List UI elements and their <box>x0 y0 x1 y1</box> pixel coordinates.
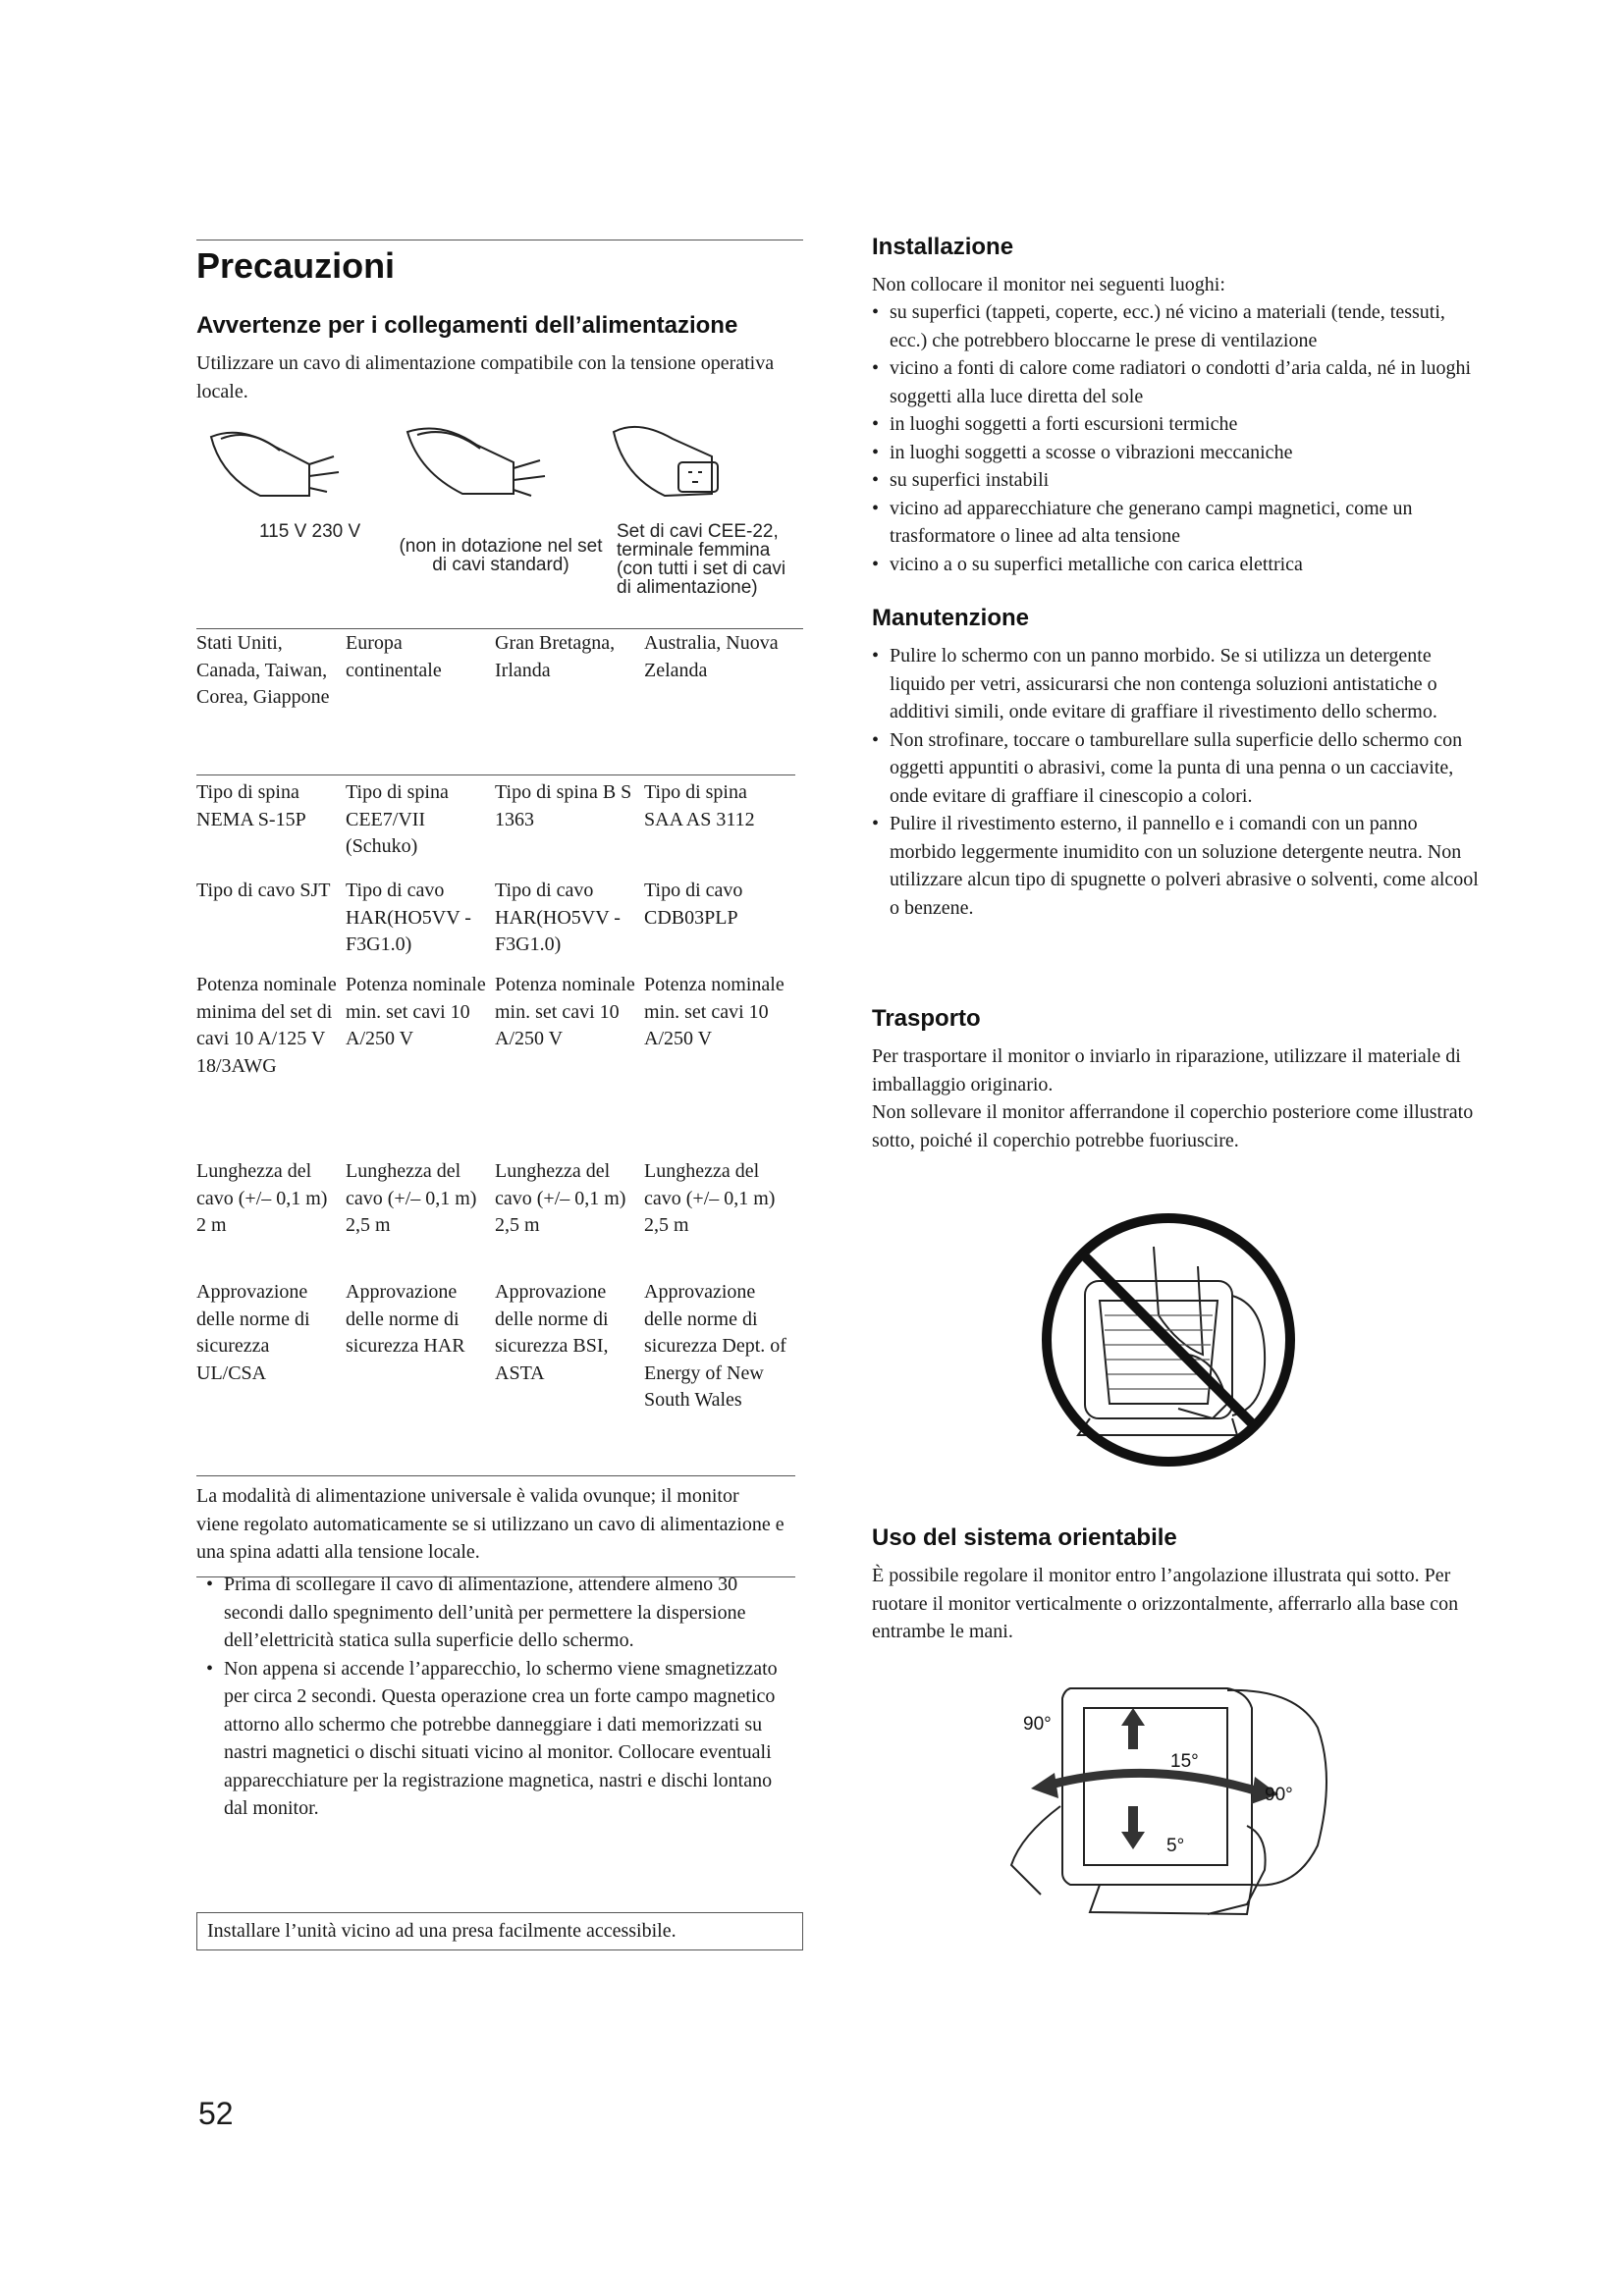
transport-heading: Trasporto <box>872 1005 981 1032</box>
list-item: • Non appena si accende l’apparecchio, lo schermo viene smagnetizzato per circa 2 secondi. Questa operazione crea un forte campo magnetico attorno allo schermo che potrebbe danneggiare i dati memorizzati su nastri magnetici o dischi situati vicino al monitor. Collocare eventuali apparecchiature per la registrazione magnetica, nastri e dischi lontano dal monitor. <box>206 1655 795 1823</box>
list-item: • su superfici (tappeti, coperte, ecc.) né vicino a materiali (tende, tessuti, ecc.) che potrebbero bloccarne le prese di ventilazione <box>872 298 1481 354</box>
boxed-note: Installare l’unità vicino ad una presa facilmente accessibile. <box>196 1912 803 1950</box>
list-item: • in luoghi soggetti a forti escursioni termiche <box>872 410 1481 439</box>
list-item: • Prima di scollegare il cavo di alimentazione, attendere almeno 30 secondi dallo spegnimento dell’unità per permettere la dispersione dell’elettricità statica sulla superficie dello schermo. <box>206 1571 795 1655</box>
table-cell: Tipo di spina SAA AS 3112 <box>644 781 755 830</box>
table-cell: Lunghezza del cavo (+/– 0,1 m) 2 m <box>196 1160 328 1236</box>
maintenance-heading: Manutenzione <box>872 605 1029 631</box>
swivel-illustration <box>1001 1669 1365 1934</box>
table-cell: Australia, Nuova Zelanda <box>644 632 779 681</box>
eu-plug-icon <box>407 429 514 494</box>
table-row <box>196 775 795 874</box>
table-cell: Tipo di spina NEMA S-15P <box>196 781 306 830</box>
list-item: • in luoghi soggetti a scosse o vibrazioni meccaniche <box>872 439 1481 467</box>
power-bullets <box>206 1571 795 1823</box>
install-intro: Non collocare il monitor nei seguenti luoghi: <box>872 274 1225 295</box>
power-intro: Utilizzare un cavo di alimentazione compatibile con la tensione operativa locale. <box>196 352 775 402</box>
table-cell: Tipo di spina CEE7/VII (Schuko) <box>346 781 449 857</box>
table-cell: Lunghezza del cavo (+/– 0,1 m) 2,5 m <box>644 1160 776 1236</box>
table-cell: Stati Uniti, Canada, Taiwan, Corea, Giappone <box>196 632 330 708</box>
table-cell: Gran Bretagna, Irlanda <box>495 632 616 681</box>
plug-illustrations <box>201 417 790 525</box>
us-plug-icon <box>211 433 309 496</box>
table-cell: Tipo di cavo HAR(HO5VV -F3G1.0) <box>346 880 471 955</box>
swivel-arc-arrow-icon <box>1051 1773 1255 1790</box>
page-number: 52 <box>198 2096 234 2131</box>
table-cell: Tipo di cavo CDB03PLP <box>644 880 743 929</box>
plug-caption-cee22: Set di cavi CEE-22, terminale femmina (con tutti i set di cavi di alimentazione) <box>617 521 786 598</box>
table-note-row <box>196 1476 795 1577</box>
plug-caption-standard: (non in dotazione nel set di cavi standard) <box>399 536 603 575</box>
table-cell: Approvazione delle norme di sicurezza HAR <box>346 1281 465 1357</box>
list-item: • vicino a o su superfici metalliche con carica elettrica <box>872 551 1481 579</box>
swivel-text: È possibile regolare il monitor entro l’angolazione illustrata qui sotto. Per ruotare il monitor verticalmente o orizzontalmente, afferrarlo alla base con entrambe le mani. <box>872 1565 1459 1642</box>
table-cell: Europa continentale <box>346 632 442 681</box>
list-item: • su superfici instabili <box>872 466 1481 495</box>
angle-down-label: 5° <box>1166 1836 1185 1856</box>
transport-text-2: Non sollevare il monitor afferrandone il coperchio posteriore come illustrato sotto, poiché il coperchio potrebbe fuoriuscire. <box>872 1101 1474 1151</box>
angle-up-label: 15° <box>1170 1751 1199 1772</box>
table-cell: Lunghezza del cavo (+/– 0,1 m) 2,5 m <box>346 1160 477 1236</box>
page-title: Precauzioni <box>196 245 396 286</box>
install-list <box>872 298 1481 578</box>
table-row <box>196 1154 795 1275</box>
table-cell: Tipo di spina B S 1363 <box>495 781 632 830</box>
table-row <box>196 874 795 968</box>
plug-caption-voltage: 115 V 230 V <box>259 521 361 542</box>
list-item: • Pulire il rivestimento esterno, il pannello e i comandi con un panno morbido leggermente inumidito con un soluzione detergente neutra. Non utilizzare alcun tipo di spugnette o polveri abrasive o solventi, come alcool o benzene. <box>872 810 1481 922</box>
install-heading: Installazione <box>872 234 1014 260</box>
table-cell: Approvazione delle norme di sicurezza Dept. of Energy of New South Wales <box>644 1281 786 1411</box>
table-cell: Potenza nominale minima del set di cavi 10 A/125 V 18/3AWG <box>196 974 337 1077</box>
table-row <box>196 1275 795 1476</box>
table-row <box>196 968 795 1154</box>
list-item: • vicino ad apparecchiature che generano campi magnetici, come un trasformatore o linee ad alta tensione <box>872 495 1481 551</box>
list-item: • Non strofinare, toccare o tamburellare sulla superficie dello schermo con oggetti appuntiti o abrasivi, come la punta di una penna o un cacciavite, onde evitare di graffiare il cinescopio a colori. <box>872 726 1481 811</box>
list-item: • vicino a fonti di calore come radiatori o condotti d’aria calda, né in luoghi soggetti alla luce diretta del sole <box>872 354 1481 410</box>
table-cell: Potenza nominale min. set cavi 10 A/250 V <box>495 974 635 1049</box>
swivel-heading: Uso del sistema orientabile <box>872 1524 1177 1551</box>
angle-left-label: 90° <box>1023 1714 1052 1735</box>
transport-text: Per trasportare il monitor o inviarlo in riparazione, utilizzare il materiale di imballaggio originario. <box>872 1045 1461 1095</box>
no-lift-by-cover-illustration <box>1031 1207 1306 1472</box>
table-cell: Potenza nominale min. set cavi 10 A/250 V <box>346 974 486 1049</box>
tilt-up-arrow-icon <box>1121 1708 1145 1749</box>
table-cell: Approvazione delle norme di sicurezza BSI, ASTA <box>495 1281 609 1384</box>
table-cell: Tipo di cavo HAR(HO5VV -F3G1.0) <box>495 880 621 955</box>
power-heading: Avvertenze per i collegamenti dell’alimentazione <box>196 312 738 339</box>
power-cord-table <box>196 626 795 1577</box>
cee22-connector-icon <box>614 427 712 496</box>
table-cell: Lunghezza del cavo (+/– 0,1 m) 2,5 m <box>495 1160 626 1236</box>
maintenance-list <box>872 642 1481 922</box>
table-cell: Approvazione delle norme di sicurezza UL/CSA <box>196 1281 310 1384</box>
tilt-down-arrow-icon <box>1121 1806 1145 1849</box>
table-cell: Potenza nominale min. set cavi 10 A/250 V <box>644 974 785 1049</box>
angle-right-label: 90° <box>1265 1785 1293 1805</box>
table-note: La modalità di alimentazione universale è valida ovunque; il monitor viene regolato automaticamente se si utilizzano un cavo di alimentazione e una spina adatti alla tensione locale. <box>196 1485 785 1563</box>
table-row <box>196 626 795 775</box>
list-item: • Pulire lo schermo con un panno morbido. Se si utilizza un detergente liquido per vetri, assicurarsi che non contenga soluzioni antistatiche o additivi simili, onde evitare di graffiare il rivestimento dello schermo. <box>872 642 1481 726</box>
table-cell: Tipo di cavo SJT <box>196 880 331 901</box>
